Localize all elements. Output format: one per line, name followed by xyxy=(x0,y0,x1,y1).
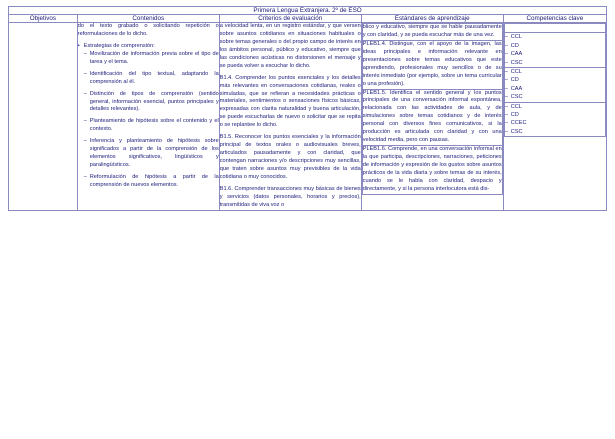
table-row xyxy=(504,102,605,137)
competencias-group xyxy=(504,67,605,102)
cell-criterios xyxy=(219,23,361,211)
column-header-criterios: Criterios de evaluación xyxy=(219,15,361,23)
cell-contenidos xyxy=(77,23,219,211)
status-badge: – CSC xyxy=(505,93,605,101)
status-badge: – CD xyxy=(505,42,605,50)
list-item: – Inferencia y planteamiento de hipótesis sobre significados a partir de la comprensión de los elementos significativos, lingüísticos y paralingüísticos. xyxy=(84,138,219,170)
status-badge: – CCL xyxy=(505,33,605,41)
competencias-group xyxy=(504,24,605,33)
column-header-estandares: Estándares de aprendizaje xyxy=(361,15,503,23)
table-row xyxy=(362,40,502,89)
status-badge: – CAA xyxy=(505,50,605,58)
table-row xyxy=(504,24,605,33)
table-row xyxy=(362,89,502,146)
column-header-contenidos: Contenidos xyxy=(77,15,219,23)
contenidos-sublist xyxy=(84,51,219,190)
estandares-subtable xyxy=(362,23,503,195)
status-badge: – CSC xyxy=(505,128,605,136)
list-item: – Movilización de información previa sobre el tipo de tarea y el tema. xyxy=(84,51,219,67)
status-badge: – CCL xyxy=(505,68,605,76)
competencias-group xyxy=(504,102,605,137)
list-item: – Reformulación de hipótesis a partir de la comprensión de nuevos elementos. xyxy=(84,174,219,190)
contenidos-group-heading-label: Estrategias de comprensión: xyxy=(83,42,155,49)
table-content-row xyxy=(9,23,607,211)
cell-estandares xyxy=(361,23,503,211)
criterios-intro: a velocidad lenta, en un registro estándar, y que versen sobre asuntos cotidianos en situaciones habituales o sobre temas generales o del propio campo de interés en los ámbitos personal, público y educativo, siempre que las condiciones acústicas no distorsionen el mensaje y se pueda volver a escuchar lo dicho. xyxy=(219,23,361,69)
table-row xyxy=(362,24,502,41)
column-header-objetivos: Objetivos xyxy=(9,15,78,23)
contenidos-list xyxy=(78,43,219,190)
criterio-item: B1.5. Reconocer los puntos esenciales y la información principal de textos orales o audiovisuales breves, articulados pausadamente y con claridad, que contengan narraciones y/o descripciones muy sencillas, que traten sobre asuntos muy previsibles de la vida cotidiana o muy conocidos. xyxy=(219,134,361,180)
status-badge: – CCEC xyxy=(505,119,605,127)
document-title: Primera Lengua Extranjera. 2º de ESO xyxy=(9,7,607,15)
status-badge: – CSC xyxy=(505,59,605,67)
contenidos-intro: do el texto grabado o solicitando repetición o reformulaciones de lo dicho. xyxy=(77,23,219,37)
table-row xyxy=(504,33,605,68)
status-badge: – CCL xyxy=(505,103,605,111)
column-header-competencias: Competencias clave xyxy=(503,15,606,23)
table-row xyxy=(504,67,605,102)
status-badge: – CD xyxy=(505,76,605,84)
criterio-item: B1.6. Comprender transacciones muy básicas de bienes y servicios (datos personales, horarios y precios), transmitidas de viva voz o xyxy=(219,185,361,208)
estandar-text: blico y educativo, siempre que se hable pausadamente y con claridad, y se pueda escuchar más de una vez. xyxy=(362,24,502,41)
estandar-text: PLEB1.4. Distingue, con el apoyo de la imagen, las ideas principales e información relevante en presentaciones sobre temas educativos que este aprendiendo, profesionales muy sencillos o de su interés inmediato (por ejemplo, sobre un tema curricular o una profesión). xyxy=(362,40,502,89)
list-item: – Planteamiento de hipótesis sobre el contenido y el contexto. xyxy=(84,118,219,134)
estandar-text: PLEB1.6. Comprende, en una conversación informal en la que participa, descripciones, narraciones, peticiones de información y expresión de los gustos sobre asuntos prácticos de la vida diaria y sobre temas de su interés, cuando se le habla con claridad, despacio y directamente, y si la persona interlocutora está dis- xyxy=(362,146,502,195)
competencias-group xyxy=(504,33,605,68)
status-badge: – CAA xyxy=(505,85,605,93)
cell-competencias xyxy=(503,23,606,211)
table-header-row xyxy=(9,15,607,23)
criterio-item: B1.4. Comprender los puntos esenciales y los detalles más relevantes en conversaciones cotidianas, reales o simuladas, que se refieran a necesidades prácticas o materiales, sentimientos o sensaciones físicos básicas, expresadas con clarita naturalidad y buena articulación, se puede escucharlas de nuevo o solicitar que se repita o se replantee lo dicho. xyxy=(219,74,361,129)
estandar-text: PLEB1.5. Identifica el sentido general y los puntos principales de una conversación informal espontánea, relacionada con las actividades de aula, y de simulaciones sobre temas cotidianos y de interés personal con diversos fines comunicativos, si la producción es articulada con claridad y con una velocidad media, pero con pausas. xyxy=(362,89,502,146)
list-item: – Identificación del tipo textual, adaptando la comprensión al él. xyxy=(84,71,219,87)
list-item: – Distinción de tipos de comprensión (sentido general, información esencial, puntos principales y detalles relevantes). xyxy=(84,91,219,115)
status-badge: – CD xyxy=(505,111,605,119)
contenidos-group-heading xyxy=(78,43,219,190)
curriculum-table xyxy=(8,6,607,211)
table-row xyxy=(362,146,502,195)
table-title-row xyxy=(9,7,607,15)
cell-objetivos xyxy=(9,23,78,211)
competencias-subtable xyxy=(504,23,606,137)
